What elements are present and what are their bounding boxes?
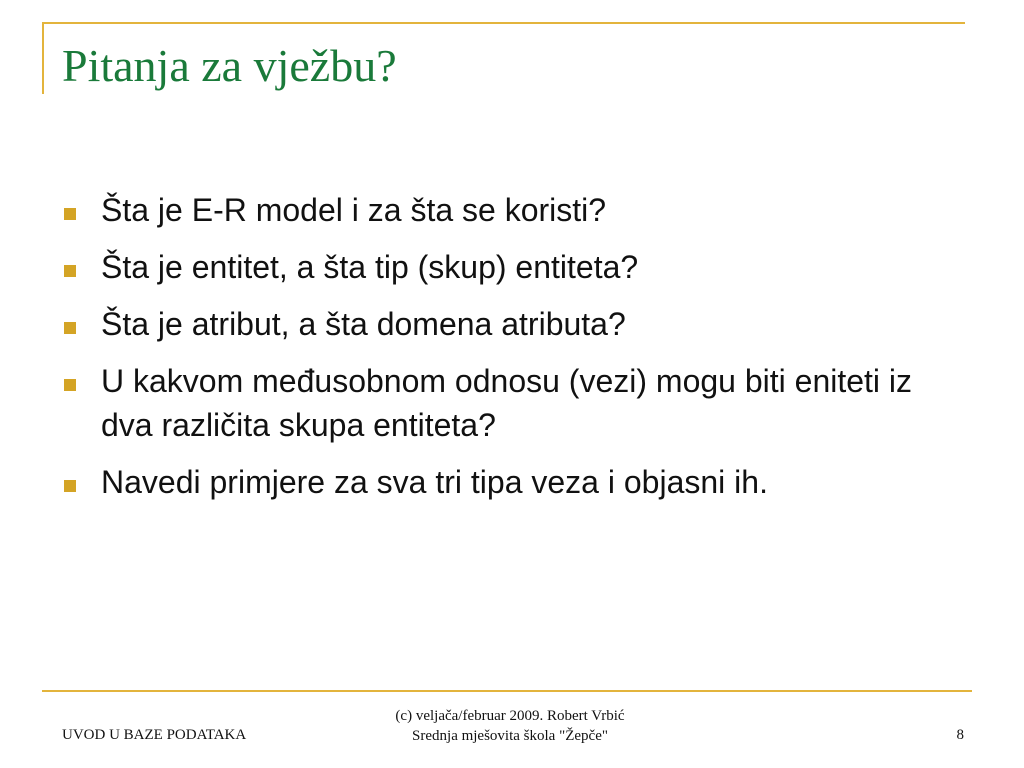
bullet-item [64,302,964,346]
bullet-text: Šta je entitet, a šta tip (skup) entiteta? [101,249,639,285]
top-frame-line [42,22,965,24]
left-frame-line [42,22,44,94]
bullet-text: Šta je atribut, a šta domena atributa? [101,306,626,342]
page-number: 8 [956,727,964,743]
bullet-item [64,245,964,289]
square-bullet-icon [64,208,76,220]
square-bullet-icon [64,322,76,334]
bullet-item [64,188,964,232]
bullet-list [64,188,964,517]
square-bullet-icon [64,379,76,391]
square-bullet-icon [64,265,76,277]
bullet-text: Navedi primjere za sva tri tipa veza i objasni ih. [101,464,768,500]
footer-divider [42,690,972,692]
bullet-item [64,359,964,447]
bullet-text: U kakvom međusobnom odnosu (vezi) mogu biti eniteti iz dva različita skupa entiteta? [101,363,913,443]
slide-title: Pitanja za vježbu? [62,40,397,91]
footer-copyright [350,706,670,746]
bullet-text: Šta je E-R model i za šta se koristi? [101,192,607,228]
bullet-item [64,460,964,504]
footer-copyright-line1: (c) veljača/februar 2009. Robert Vrbić [395,708,625,724]
footer-copyright-line2: Srednja mješovita škola "Žepče" [412,728,608,744]
footer-course-title: UVOD U BAZE PODATAKA [62,727,247,743]
square-bullet-icon [64,480,76,492]
